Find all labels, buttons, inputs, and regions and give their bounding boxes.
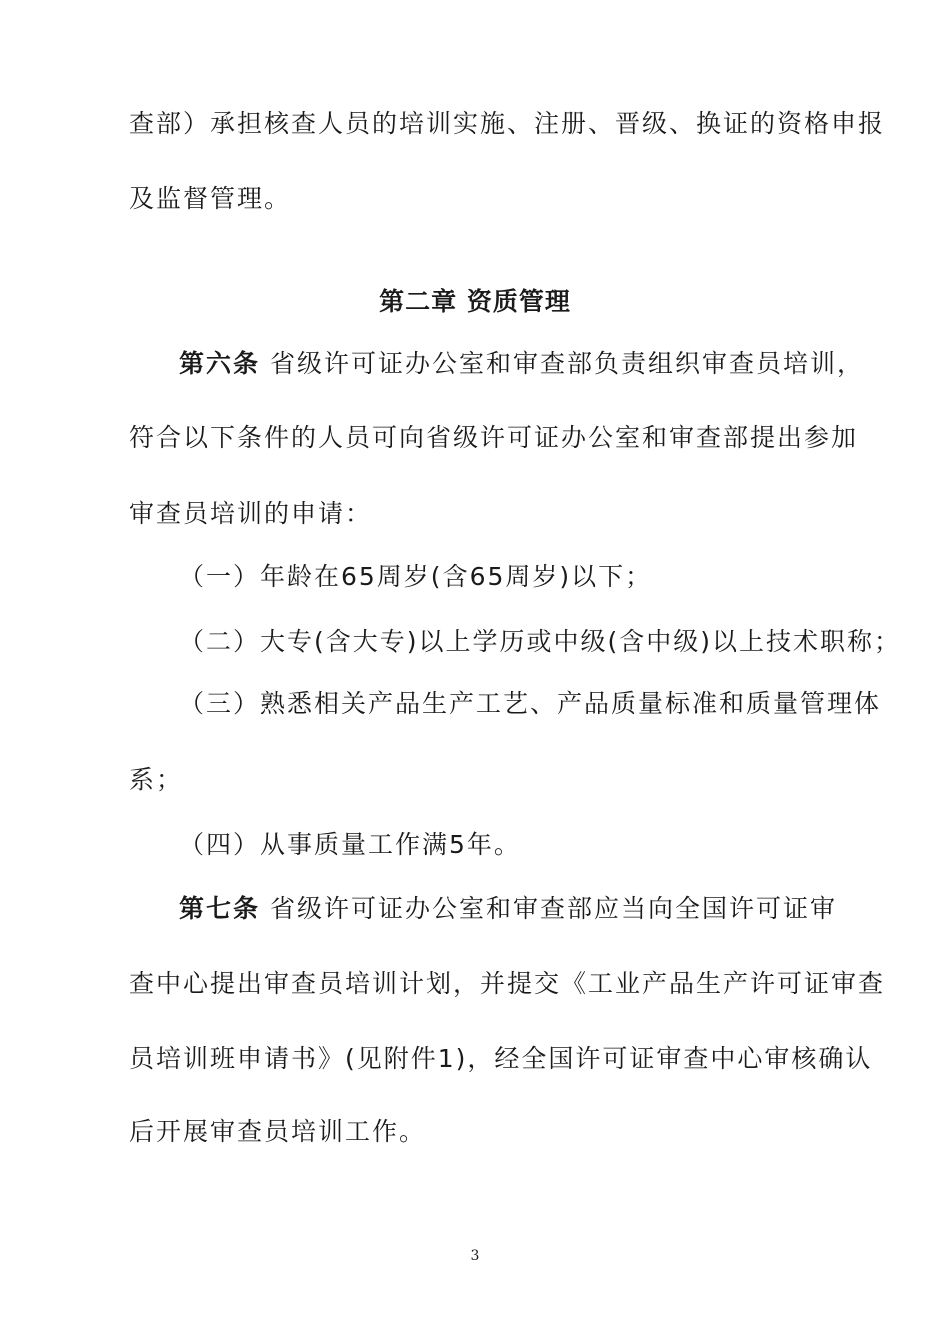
condition-3-continued: 系； [129, 765, 184, 794]
paragraph-line: 查部）承担核查人员的培训实施、注册、晋级、换证的资格申报 [129, 109, 886, 138]
article-7-line-1 [179, 891, 879, 927]
article-6-text: 省级许可证办公室和审查部负责组织审查员培训， [260, 349, 864, 378]
condition-2: （二）大专(含大专)以上学历或中级(含中级)以上技术职称； [179, 627, 902, 656]
article-6-label: 第六条 [179, 349, 261, 378]
article-7-label: 第七条 [179, 894, 261, 923]
chapter-title: 第二章 资质管理 [379, 287, 571, 316]
article-6-line-1 [179, 346, 879, 382]
article-7-line-3: 员培训班申请书》(见附件1)，经全国许可证审查中心审核确认 [129, 1044, 873, 1073]
paragraph-line: 及监督管理。 [129, 184, 292, 213]
article-6-line-2: 符合以下条件的人员可向省级许可证办公室和审查部提出参加 [129, 423, 859, 452]
condition-4: （四）从事质量工作满5年。 [179, 830, 521, 859]
condition-1: （一）年龄在65周岁(含65周岁)以下； [179, 562, 653, 591]
article-7-text: 省级许可证办公室和审查部应当向全国许可证审 [260, 894, 837, 923]
condition-3: （三）熟悉相关产品生产工艺、产品质量标准和质量管理体 [179, 689, 882, 718]
article-6-line-3: 审查员培训的申请： [129, 499, 373, 528]
article-7-line-2: 查中心提出审查员培训计划，并提交《工业产品生产许可证审查 [129, 969, 886, 998]
page-number: 3 [470, 1248, 480, 1264]
article-7-line-4: 后开展审查员培训工作。 [129, 1117, 427, 1146]
